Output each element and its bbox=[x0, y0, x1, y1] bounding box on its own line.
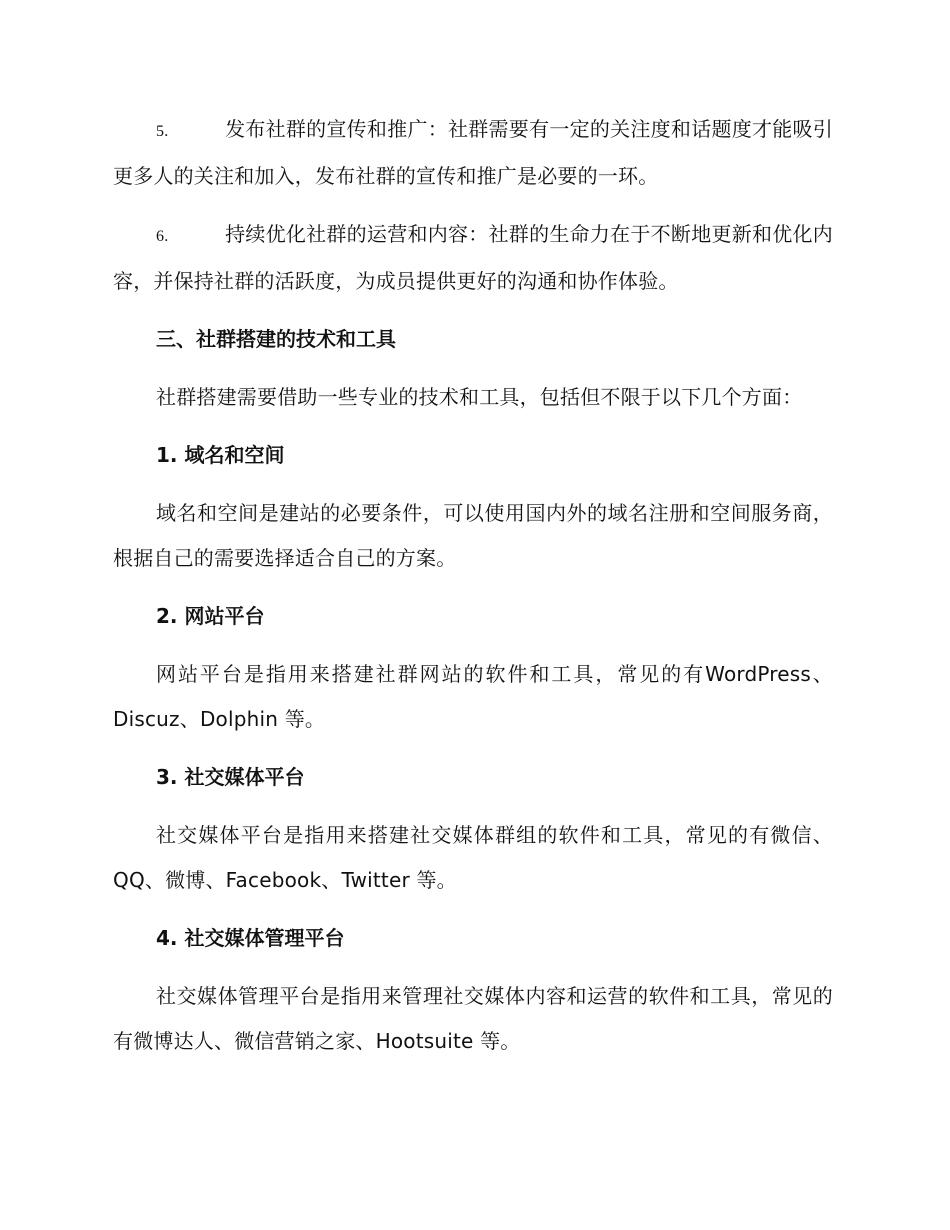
list-number: 5. bbox=[156, 123, 169, 140]
list-text: 持续优化社群的运营和内容：社群的生命力在于不断地更新和优化内容，并保持社群的活跃度，为成员提供更好的沟通和协作体验。 bbox=[113, 222, 833, 293]
subsection-heading-domain: 1. 域名和空间 bbox=[156, 443, 285, 467]
list-item-6 bbox=[113, 212, 833, 304]
document-page bbox=[113, 107, 833, 1077]
subsection-body-social: 社交媒体平台是指用来搭建社交媒体群组的软件和工具，常见的有微信、QQ、微博、Facebook、Twitter 等。 bbox=[113, 823, 833, 892]
subsection-body-domain: 域名和空间是建站的必要条件，可以使用国内外的域名注册和空间服务商，根据自己的需要选择适合自己的方案。 bbox=[113, 501, 833, 570]
list-number: 6. bbox=[156, 228, 169, 245]
subsection-heading-management: 4. 社交媒体管理平台 bbox=[156, 926, 345, 950]
list-item-5 bbox=[113, 107, 833, 199]
subsection-body-website: 网站平台是指用来搭建社群网站的软件和工具，常见的有WordPress、Discuz、Dolphin 等。 bbox=[113, 662, 833, 731]
subsection-heading-social: 3. 社交媒体平台 bbox=[156, 765, 305, 789]
list-text: 发布社群的宣传和推广：社群需要有一定的关注度和话题度才能吸引更多人的关注和加入，发布社群的宣传和推广是必要的一环。 bbox=[113, 117, 833, 188]
section-heading: 三、社群搭建的技术和工具 bbox=[156, 327, 396, 351]
section-intro: 社群搭建需要借助一些专业的技术和工具，包括但不限于以下几个方面： bbox=[156, 385, 803, 409]
subsection-heading-website: 2. 网站平台 bbox=[156, 604, 265, 628]
subsection-body-management: 社交媒体管理平台是指用来管理社交媒体内容和运营的软件和工具，常见的有微博达人、微信营销之家、Hootsuite 等。 bbox=[113, 984, 833, 1053]
